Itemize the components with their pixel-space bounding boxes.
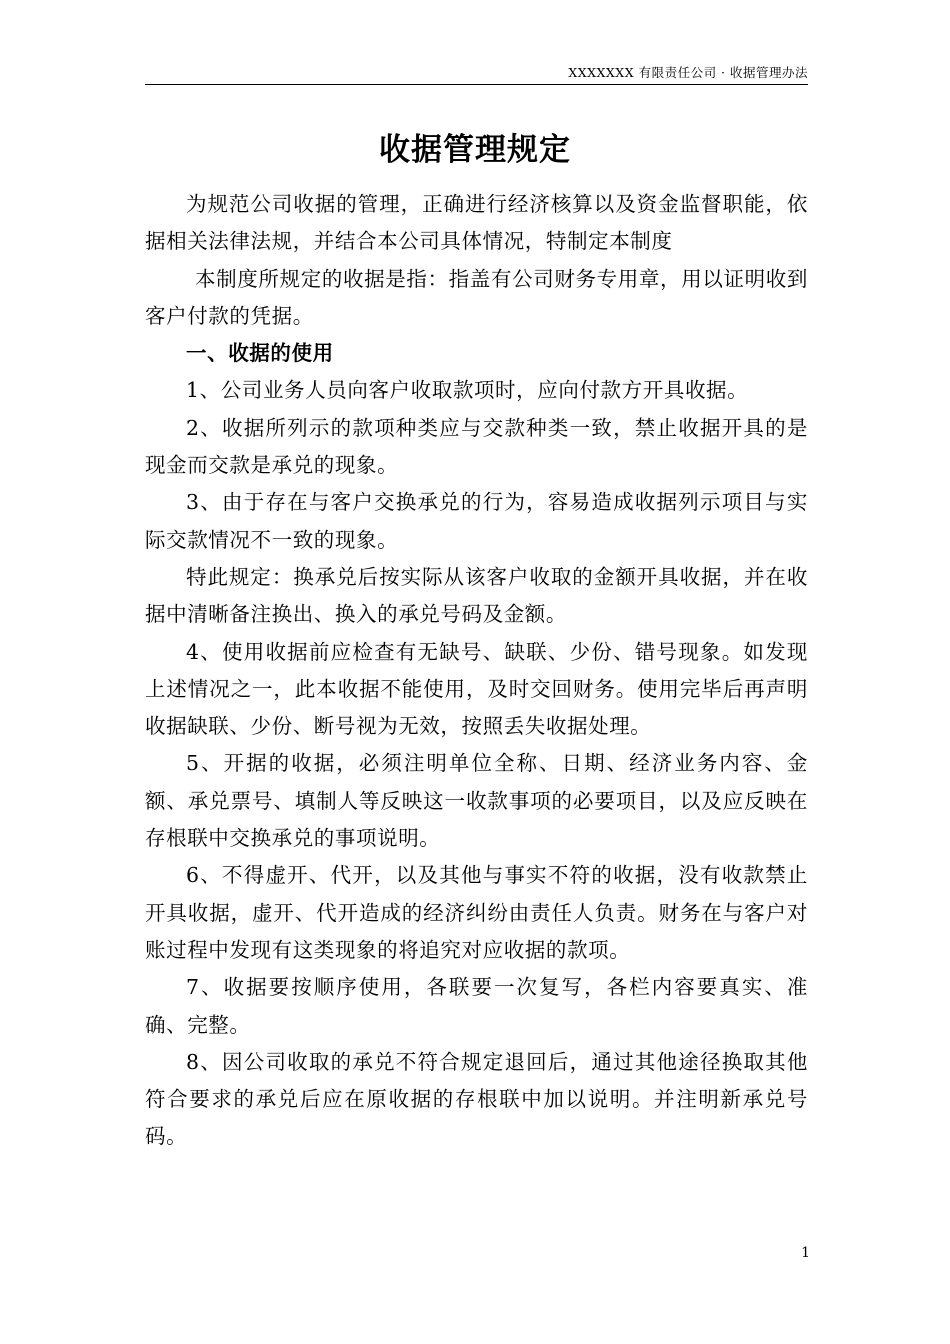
document-body — [145, 186, 808, 1156]
paragraph-item-8: 8、因公司收取的承兑不符合规定退回后，通过其他途径换取其他符合要求的承兑后应在原收据的存根联中加以说明。并注明新承兑号码。 — [145, 1049, 808, 1149]
section-heading: 一、收据的使用 — [186, 341, 334, 366]
page-number: 1 — [801, 1245, 810, 1261]
paragraph-item-7: 7、收据要按顺序使用，各联要一次复写，各栏内容要真实、准确、完整。 — [145, 975, 808, 1037]
document-title: 收据管理规定 — [379, 132, 571, 168]
paragraph-item-3: 3、由于存在与客户交换承兑的行为，容易造成收据列示项目与实际交款情况不一致的现象。 — [145, 490, 808, 552]
page-header: XXXXXXX 有限责任公司 · 收据管理办法 — [145, 62, 808, 85]
paragraph-item-1: 1、公司业务人员向客户收取款项时，应向付款方开具收据。 — [186, 378, 749, 403]
paragraph-special-rule: 特此规定：换承兑后按实际从该客户收取的金额开具收据，并在收据中清晰备注换出、换入的承兑号码及金额。 — [145, 564, 808, 627]
intro-paragraph-2: 本制度所规定的收据是指：指盖有公司财务专用章，用以证明收到客户付款的凭据。 — [145, 266, 808, 328]
intro-paragraph-1: 为规范公司收据的管理，正确进行经济核算以及资金监督职能，依据相关法律法规，并结合本公司具体情况，特制定本制度 — [145, 192, 808, 254]
paragraph-item-2: 2、收据所列示的款项种类应与交款种类一致，禁止收据开具的是现金而交款是承兑的现象。 — [145, 415, 808, 478]
paragraph-item-6: 6、不得虚开、代开，以及其他与事实不符的收据，没有收款禁止开具收据，虚开、代开造成的经济纠纷由责任人负责。财务在与客户对账过程中发现有这类现象的将追究对应收据的款项。 — [145, 863, 808, 962]
paragraph-item-5: 5、开据的收据，必须注明单位全称、日期、经济业务内容、金额、承兑票号、填制人等反映这一收款事项的必要项目，以及应反映在存根联中交换承兑的事项说明。 — [145, 751, 808, 851]
paragraph-item-4: 4、使用收据前应检查有无缺号、缺联、少份、错号现象。如发现上述情况之一，此本收据不能使用，及时交回财务。使用完毕后再声明收据缺联、少份、断号视为无效，按照丢失收据处理。 — [145, 639, 808, 739]
